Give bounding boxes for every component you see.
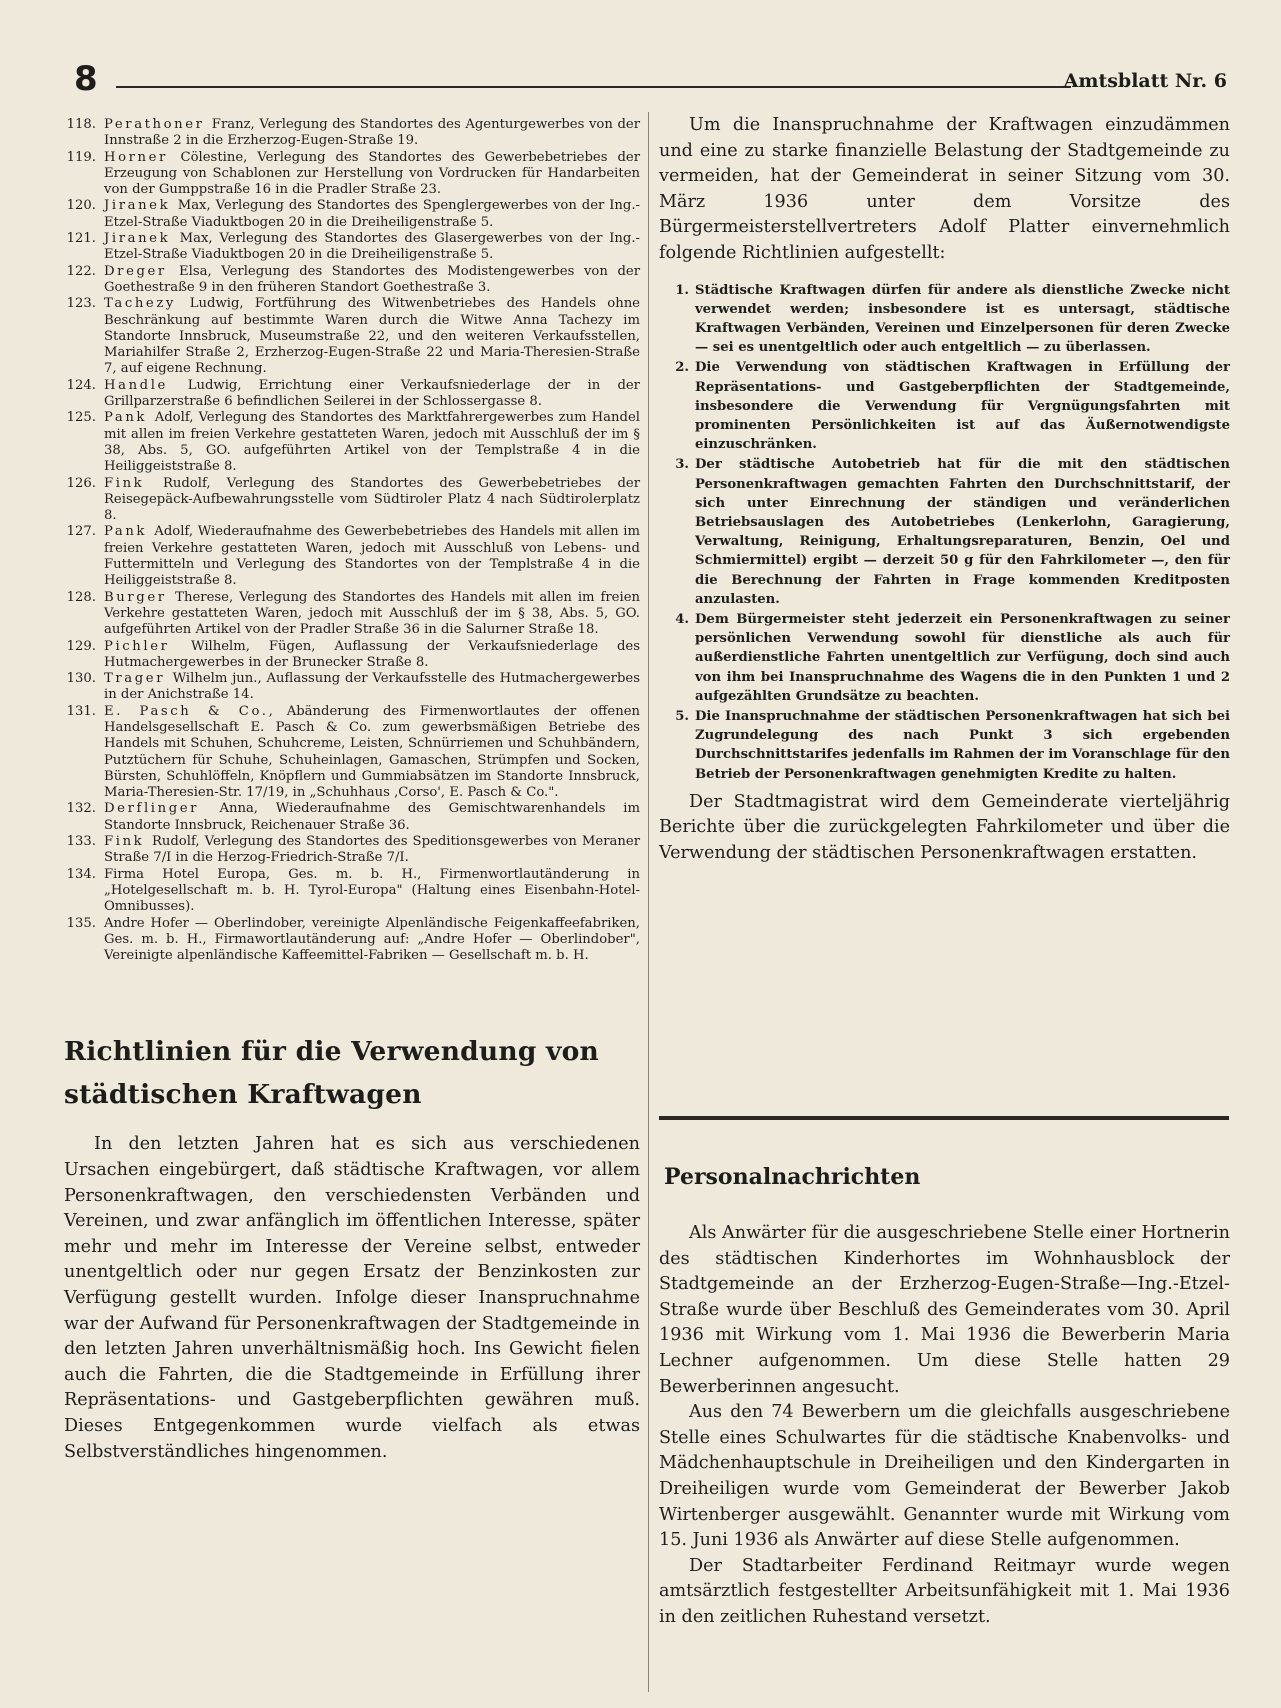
item-text: Wilhelm, Fügen, Auflassung der Verkaufsniederlage des Hutmachergewerbes in der Brunecker Straße 8. bbox=[104, 638, 641, 670]
header-rule bbox=[116, 86, 1071, 88]
item-text: Therese, Verlegung des Standortes des Handels mit allen im freien Verkehre gestatteten Waren, jedoch mit Ausschluß der im § 38, Abs. 5, GO. aufgeführten Artikel von der Pradler Straße 36 in die Salurner Straße 18. bbox=[104, 589, 640, 638]
list-item bbox=[64, 834, 640, 867]
rule-number: 2. bbox=[675, 360, 689, 376]
page-number: 8 bbox=[74, 59, 98, 99]
trade-register-list bbox=[64, 117, 640, 964]
item-text: Firma Hotel Europa, Ges. m. b. H., Firmenwortlautänderung in „Hotelgesellschaft m. b. H. Tyrol-Europa" (Haltung eines Eisenbahn-Hotel-Omnibusses). bbox=[104, 866, 640, 915]
item-name: Horner bbox=[104, 149, 181, 165]
personal-paragraph-2: Aus den 74 Bewerbern um die gleichfalls ausgeschriebene Stelle eines Schulwartes für die städtische Knabenvolks- und Mädchenhauptschule in Dreiheiligen und den Kindergarten in Dreiheiligen wurde vom Gemeinderat der Bewerber Jakob Wirtenberger ausgewählt. Genannter wurde mit Wirkung vom 15. Juni 1936 als Anwärter auf diese Stelle aufgenommen. bbox=[659, 1402, 1230, 1551]
item-name: Fink bbox=[104, 475, 163, 491]
list-item bbox=[64, 378, 640, 411]
item-number: 121. bbox=[66, 231, 96, 247]
list-item bbox=[64, 590, 640, 639]
list-item bbox=[64, 916, 640, 965]
rule-item bbox=[659, 707, 1230, 784]
list-item bbox=[64, 198, 640, 231]
list-item bbox=[64, 704, 640, 802]
item-name: Tachezy bbox=[104, 296, 190, 312]
item-number: 124. bbox=[66, 377, 96, 393]
item-number: 120. bbox=[66, 198, 96, 214]
item-text: Anna, Wiederaufnahme des Gemischtwarenhandels im Standorte Innsbruck, Reichenauer Straße 36. bbox=[104, 801, 640, 833]
item-text: Adolf, Wiederaufnahme des Gewerbebetriebes des Handels mit allen im freien Verkehre gestatteten Waren, jedoch mit Ausschluß von Lebens- und Futtermitteln und Verlegung des Standortes von der Templstraße 4 in die Heiliggeiststraße 8. bbox=[104, 524, 640, 589]
rule-text: Die Verwendung von städtischen Kraftwagen in Erfüllung der Repräsentations- und Gastgeberpflichten der Stadtgemeinde, insbesondere die Verwendung für Vergnügungsfahrten mit prominenten Persönlichkeiten ist auf das Äußernotwendigste einzuschränken. bbox=[695, 360, 1230, 453]
richtlinien-rules bbox=[659, 281, 1230, 784]
item-name: Pank bbox=[104, 524, 155, 540]
item-text: Andre Hofer — Oberlindober, vereinigte Alpenländische Feigenkaffeefabriken, Ges. m. b. H., Firmawortlautänderung auf: „Andre Hofer — Oberlindober", Vereinigte alpenländische Kaffeemittel-Fabriken — Gesellschaft m. b. H. bbox=[104, 915, 640, 964]
rule-text: Städtische Kraftwagen dürfen für andere als dienstliche Zwecke nicht verwendet werden; insbesondere ist es untersagt, städtische Kraftwagen Verbänden, Vereinen und Einzelpersonen für deren Zwecke — sei es unentgeltlich oder auch entgeltlich — zu überlassen. bbox=[695, 282, 1230, 356]
item-text: Adolf, Verlegung des Standortes des Marktfahrergewerbes zum Handel mit allen im freien Verkehre gestatteten Waren, jedoch mit Ausschluß der im § 38, Abs. 5, GO. aufgeführten Artikel von der Templstraße 4 in die Heiliggeiststraße 8. bbox=[104, 410, 640, 475]
item-number: 130. bbox=[66, 671, 96, 687]
list-item bbox=[64, 867, 640, 916]
item-number: 122. bbox=[66, 263, 96, 279]
rule-item bbox=[659, 358, 1230, 454]
list-item bbox=[64, 524, 640, 589]
item-name: Jiranek bbox=[104, 231, 180, 247]
rule-number: 1. bbox=[675, 282, 689, 298]
list-item bbox=[64, 410, 640, 475]
item-name: Trager bbox=[104, 671, 173, 687]
item-text: Wilhelm jun., Auflassung der Verkaufsstelle des Hutmachergewerbes in der Anichstraße 14. bbox=[104, 671, 640, 703]
item-number: 133. bbox=[66, 834, 96, 850]
personal-paragraph-3: Der Stadtarbeiter Ferdinand Reitmayr wurde wegen amtsärztlich festgestellter Arbeitsunfähigkeit mit 1. Mai 1936 in den zeitlichen Ruhestand versetzt. bbox=[659, 1555, 1230, 1627]
rule-item bbox=[659, 610, 1230, 706]
item-text: Elsa, Verlegung des Standortes des Modistengewerbes von der Goethestraße 9 in den früheren Standort Goethestraße 3. bbox=[104, 263, 640, 295]
journal-title: Amtsblatt Nr. 6 bbox=[1063, 70, 1227, 92]
rule-item bbox=[659, 281, 1230, 358]
item-text: Ludwig, Errichtung einer Verkaufsniederlage der in der Grillparzerstraße 6 befindlichen Seilerei in der Schlossergasse 8. bbox=[104, 377, 640, 410]
item-name: Perathoner bbox=[104, 117, 212, 132]
item-number: 118. bbox=[66, 117, 96, 132]
item-name: Burger bbox=[104, 589, 176, 605]
item-number: 127. bbox=[66, 524, 96, 540]
personal-heading: Personalnachrichten bbox=[664, 1164, 921, 1190]
item-text: Rudolf, Verlegung des Standortes des Speditionsgewerbes von Meraner Straße 7/I in die Herzog-Friedrich-Straße 7/I. bbox=[104, 834, 640, 866]
list-item bbox=[64, 264, 640, 297]
item-number: 119. bbox=[66, 149, 96, 165]
item-number: 123. bbox=[66, 296, 96, 312]
item-name: Jiranek bbox=[104, 198, 178, 214]
list-item bbox=[64, 150, 640, 199]
item-number: 131. bbox=[66, 703, 96, 719]
personal-section bbox=[659, 1221, 1230, 1631]
item-text: Cölestine, Verlegung des Standortes des Gewerbebetriebes der Erzeugung von Schablonen zur Herstellung von Vordrucken für Handarbeiten von der Gumppstraße 16 in die Pradler Straße 23. bbox=[104, 149, 640, 198]
item-number: 129. bbox=[66, 638, 96, 654]
column-divider bbox=[648, 112, 649, 1692]
richtlinien-paragraph-1: In den letzten Jahren hat es sich aus verschiedenen Ursachen eingebürgert, daß städtische Kraftwagen, vor allem Personenkraftwagen, den verschiedensten Verbänden und Vereinen, und zwar anfänglich im öffentlichen Interesse, später mehr und mehr im Interesse der Vereine selbst, entweder unentgeltlich oder nur gegen Ersatz der Benzinkosten zur Verfügung gestellt wurden. Infolge dieser Inanspruchnahme war der Aufwand für Personenkraftwagen der Stadtgemeinde in den letzten Jahren unverhältnismäßig hoch. Ins Gewicht fielen auch die Fahrten, die die Stadtgemeinde in Erfüllung ihrer Repräsentations- und Gastgeberpflichten gewähren muß. Dieses Entgegenkommen wurde vielfach als etwas Selbstverständliches hingenommen. bbox=[64, 1134, 640, 1462]
left-column bbox=[64, 117, 640, 1465]
rule-text: Dem Bürgermeister steht jederzeit ein Personenkraftwagen zu seiner persönlichen Verwendung sowohl für dienstliche als auch für außerdienstliche Fahrten unentgeltlich zur Verfügung, doch sind auch von ihm bei Inanspruchnahme des Wagens die in den Punkten 1 und 2 aufgezählten Grundsätze zu beachten. bbox=[695, 612, 1230, 704]
item-text: Ludwig, Fortführung des Witwenbetriebes des Handels ohne Beschränkung auf bestimmte Waren durch die Witwe Anna Tachezy im Standorte Innsbruck, Museumstraße 22, und den weiteren Verkaufsstellen, Mariahilfer Straße 2, Erzherzog-Eugen-Straße 22 und Maria-Theresien-Straße 7, auf eigene Rechnung. bbox=[104, 296, 640, 377]
item-text: , Abänderung des Firmenwortlautes der offenen Handelsgesellschaft E. Pasch & Co. zum gewerbsmäßigen Betriebe des Handels mit Schuhen, Schuhcreme, Leisten, Schnürriemen und Schuhbändern, Putztüchern für Schuhe, Schuheinlagen, Gamaschen, Strümpfen und Socken, Bürsten, Schuhlöffeln, Knöpflern und Gummiabsätzen im Standorte Innsbruck, Maria-Theresien-Str. 17/19, in „Schuhhaus ,Corso', E. Pasch & Co.". bbox=[104, 703, 641, 801]
item-text: Max, Verlegung des Standortes des Spenglergewerbes von der Ing.-Etzel-Straße Viaduktbogen 20 in die Dreiheiligenstraße 5. bbox=[104, 198, 641, 230]
list-item bbox=[64, 639, 640, 672]
item-name: Fink bbox=[104, 834, 152, 850]
item-name: Pank bbox=[104, 410, 155, 426]
rule-text: Die Inanspruchnahme der städtischen Personenkraftwagen hat sich bei Zugrundelegung des nach Punkt 3 sich ergebenden Durchschnittstarifes jedenfalls im Rahmen der im Voranschlage für den Betrieb der Personenkraftwagen genehmigten Kredite zu halten. bbox=[695, 709, 1230, 782]
item-number: 134. bbox=[66, 866, 96, 882]
item-name: Derflinger bbox=[104, 801, 220, 817]
item-name: E. Pasch & Co. bbox=[104, 703, 269, 719]
list-item bbox=[64, 296, 640, 377]
rule-item bbox=[659, 455, 1230, 609]
item-number: 126. bbox=[66, 475, 96, 491]
richtlinien-paragraph-2: Um die Inanspruchnahme der Kraftwagen einzudämmen und eine zu starke finanzielle Belastung der Stadtgemeinde zu vermeiden, hat der Gemeinderat in seiner Sitzung vom 30. März 1936 unter dem Vorsitze des Bürgermeisterstellvertreters Adolf Platter einvernehmlich folgende Richtlinien aufgestellt: bbox=[659, 115, 1230, 263]
personal-paragraph-1: Als Anwärter für die ausgeschriebene Stelle einer Hortnerin des städtischen Kinderhortes im Wohnhausblock der Stadtgemeinde an der Erzherzog-Eugen-Straße—Ing.-Etzel-Straße wurde über Beschluß des Gemeinderates vom 30. April 1936 mit Wirkung vom 1. Mai 1936 die Bewerberin Maria Lechner aufgenommen. Um diese Stelle hatten 29 Bewerberinnen angesucht. bbox=[659, 1223, 1230, 1397]
item-name: Dreger bbox=[104, 263, 180, 279]
list-item bbox=[64, 476, 640, 525]
rule-text: Der städtische Autobetrieb hat für die mit den städtischen Personenkraftwagen gemachten Fahrten den Durchschnittstarif, der sich unter Einrechnung der ständigen und veränderlichen Betriebsauslagen des Autobetriebes (Lenkerlohn, Garagierung, Verwaltung, Reinigung, Erhaltungsreparaturen, Benzin, Oel und Schmiermittel) ergibt — derzeit 50 g für den Fahrkilometer —, den für die Berechnung der Fahrten in Frage kommenden Kreditposten anzulasten. bbox=[695, 457, 1230, 607]
rule-number: 3. bbox=[675, 457, 689, 473]
item-number: 125. bbox=[66, 410, 96, 426]
item-name: Pichler bbox=[104, 638, 191, 654]
item-number: 135. bbox=[66, 915, 96, 931]
list-item bbox=[64, 231, 640, 264]
richtlinien-paragraph-3: Der Stadtmagistrat wird dem Gemeinderate vierteljährig Berichte über die zurückgelegten Fahrkilometer und über die Verwendung der städtischen Personenkraftwagen erstatten. bbox=[659, 791, 1230, 864]
item-number: 128. bbox=[66, 589, 96, 605]
rule-number: 4. bbox=[675, 612, 689, 628]
section-rule bbox=[659, 1116, 1229, 1120]
richtlinien-heading: Richtlinien für die Verwendung von städtischen Kraftwagen bbox=[64, 1036, 599, 1111]
item-text: Franz, Verlegung des Standortes des Agenturgewerbes von der Innstraße 2 in die Erzherzog-Eugen-Straße 19. bbox=[104, 117, 640, 149]
item-name: Handle bbox=[104, 377, 188, 393]
item-text: Max, Verlegung des Standortes des Glasergewerbes von der Ing.-Etzel-Straße Viaduktbogen 20 in die Dreiheiligenstraße 5. bbox=[104, 231, 640, 263]
list-item bbox=[64, 801, 640, 834]
item-text: Rudolf, Verlegung des Standortes des Gewerbebetriebes der Reisegepäck-Aufbewahrungsstelle vom Südtiroler Platz 4 nach Südtirolerplatz 8. bbox=[104, 475, 641, 524]
list-item bbox=[64, 671, 640, 704]
list-item bbox=[64, 117, 640, 150]
right-column bbox=[659, 113, 1230, 867]
rule-number: 5. bbox=[675, 709, 689, 725]
item-number: 132. bbox=[66, 801, 96, 817]
